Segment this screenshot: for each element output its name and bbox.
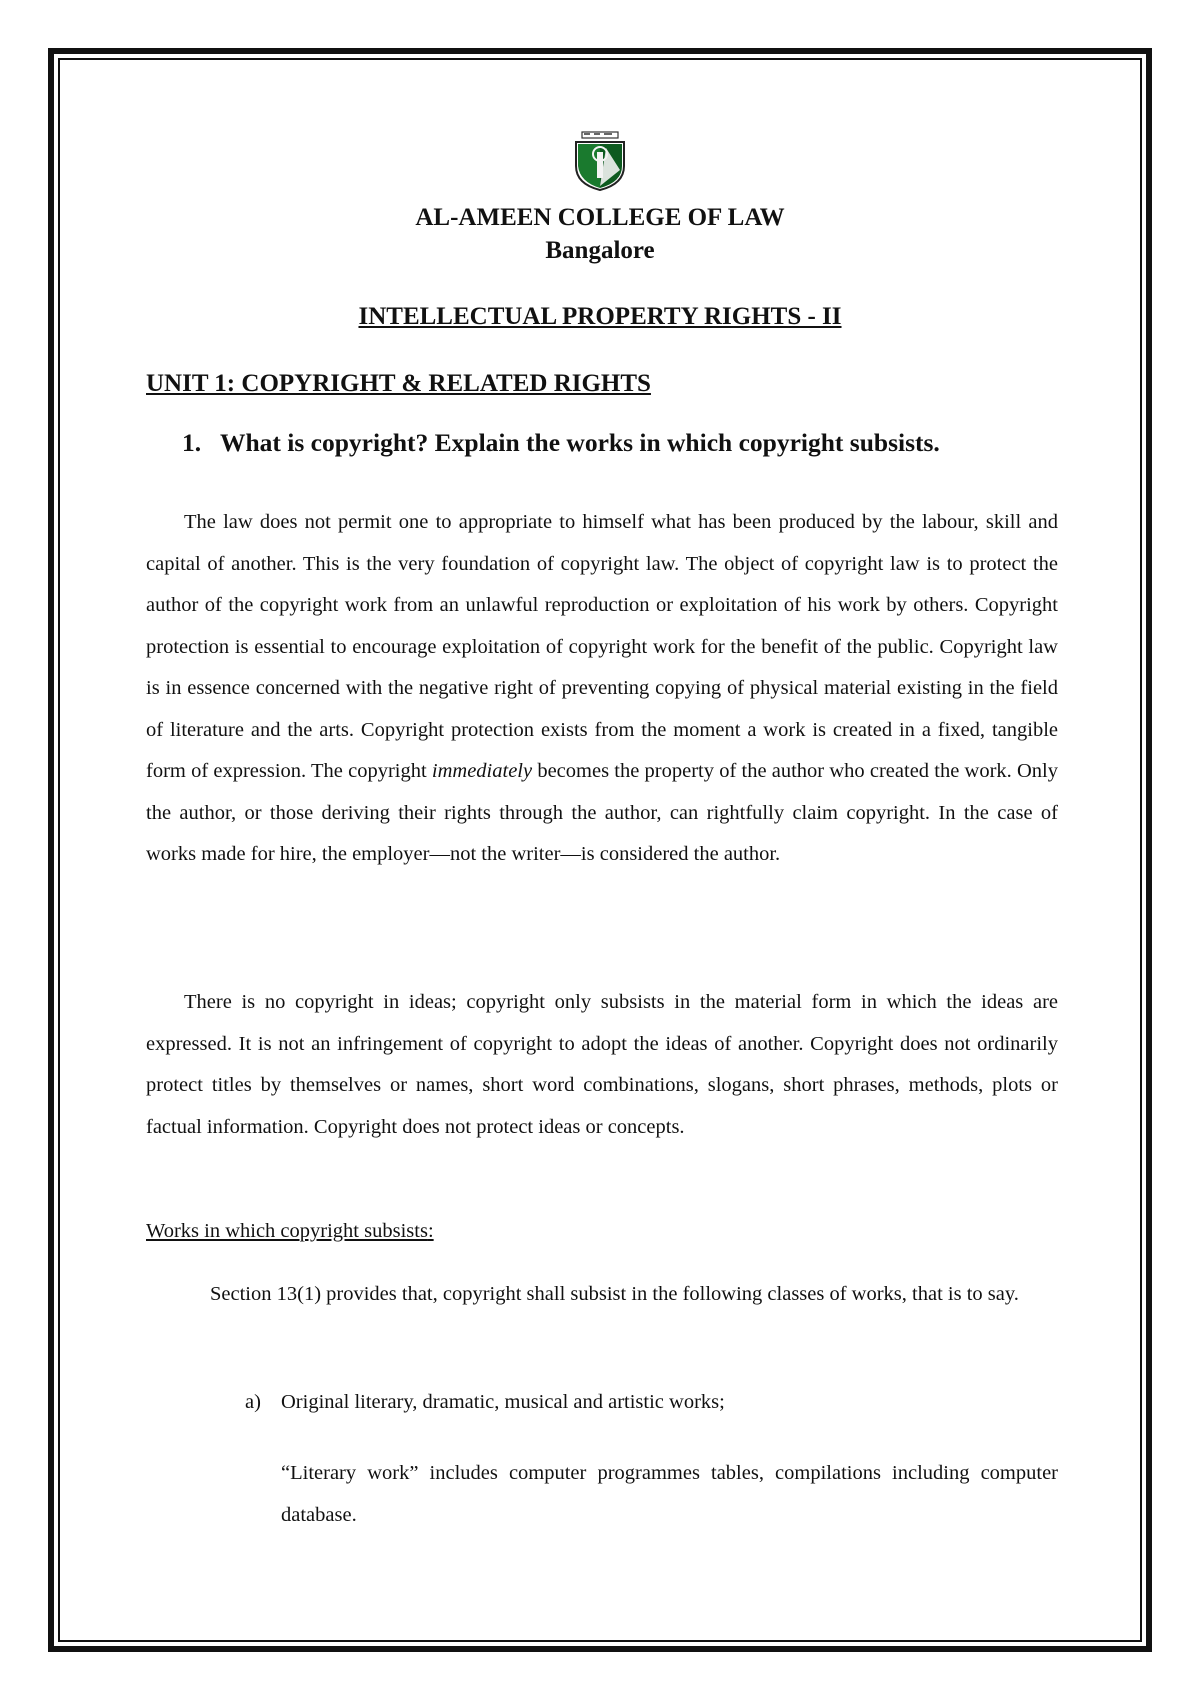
paragraph-text-part1: The law does not permit one to appropriate to himself what has been produced by the labour, skill and capital of another. This is the very foundation of copyright law. The object of copyright law is to protect the author of the copyright work from an unlawful reproduction or exploitation of his work by others. Copyright protection is essential to encourage exploitation of copyright work for the benefit of the public. Copyright law is in essence concerned with the negative right of preventing copying of physical material existing in the field of literature and the arts. Copyright protection exists from the moment a work is created in a fixed, tangible form of expression. The copyright xyxy=(146,511,1058,782)
works-heading xyxy=(146,1220,434,1243)
question-text: What is copyright? Explain the works in which copyright subsists. xyxy=(220,428,940,457)
college-city: Bangalore xyxy=(545,237,655,264)
paragraph-copyright-definition xyxy=(146,502,1058,876)
unit-title: UNIT 1: COPYRIGHT & RELATED RIGHTS xyxy=(146,370,651,397)
college-name: AL-AMEEN COLLEGE OF LAW xyxy=(415,204,785,231)
list-marker: a) xyxy=(245,1391,261,1413)
list-item-text: Original literary, dramatic, musical and artistic works; xyxy=(281,1391,725,1413)
college-crest-icon xyxy=(568,130,632,192)
question-heading xyxy=(182,428,940,458)
question-number: 1. xyxy=(182,428,202,457)
literary-work-definition: “Literary work” includes computer programmes tables, compilations including computer database. xyxy=(281,1462,1058,1526)
works-heading-text: Works in which copyright subsists xyxy=(146,1220,428,1242)
course-title: INTELLECTUAL PROPERTY RIGHTS - II xyxy=(358,303,842,330)
paragraph-emphasis: immediately xyxy=(431,760,533,782)
list-item xyxy=(245,1382,725,1424)
section-intro: Section 13(1) provides that, copyright shall subsist in the following classes of works, that is to say. xyxy=(210,1283,1019,1305)
paragraph-ideas: There is no copyright in ideas; copyright only subsists in the material form in which the ideas are expressed. It is not an infringement of copyright to adopt the ideas of another. Copyright does not ordinarily protect titles by themselves or names, short word combinations, slogans, short phrases, methods, plots or factual information. Copyright does not protect ideas or concepts. xyxy=(146,991,1058,1138)
paragraph-text-part2: becomes the property of the author who created the work. Only the author, or those deriving their rights through the author, can rightfully claim copyright. In the case of works made for hire, the employer—not the writer—is considered the author. xyxy=(146,760,1059,865)
works-heading-colon: : xyxy=(427,1220,434,1242)
